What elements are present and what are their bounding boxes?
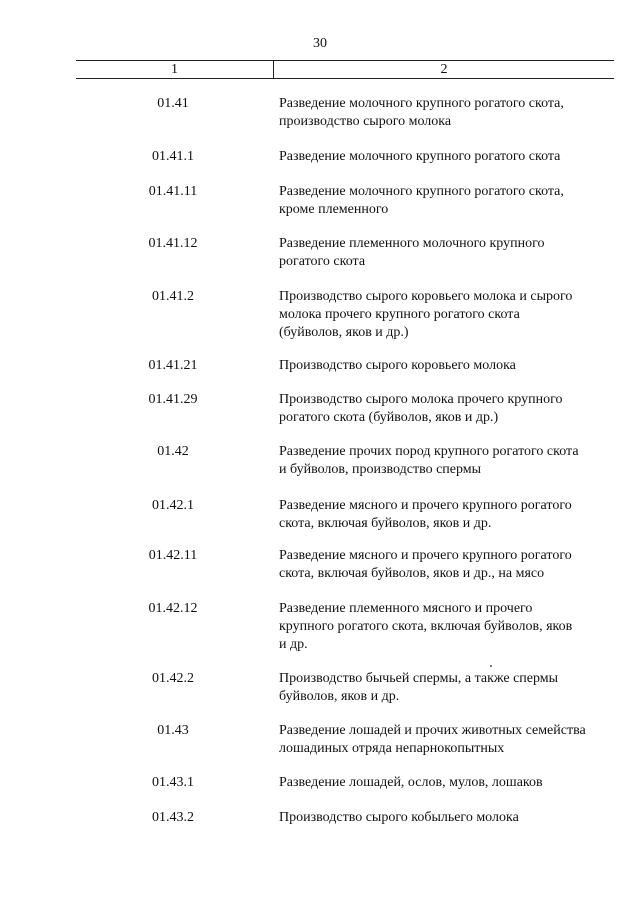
row-code: 01.41 (157, 96, 189, 111)
description-line: и буйволов, производство спермы (279, 462, 482, 477)
description-line: Разведение прочих пород крупного рогатого скота (279, 444, 579, 459)
column-header-2: 2 (440, 62, 448, 77)
row-description (279, 809, 619, 827)
row-code: 01.42.12 (148, 601, 198, 616)
column-header-1: 1 (76, 61, 274, 78)
description-line: молока прочего крупного рогатого скота (279, 307, 520, 322)
row-description (279, 235, 619, 271)
description-line: Разведение молочного крупного рогатого скота, (279, 184, 564, 199)
row-code: 01.42.11 (148, 548, 198, 563)
row-description (279, 722, 619, 758)
description-line: производство сырого молока (279, 114, 452, 129)
row-description (279, 183, 619, 219)
description-line: скота, включая буйволов, яков и др. (279, 516, 492, 531)
row-description (279, 497, 619, 533)
description-line: кроме племенного (279, 202, 389, 217)
row-description (279, 357, 619, 375)
row-description (279, 95, 619, 131)
row-code: 01.43 (157, 723, 189, 738)
row-description (279, 774, 619, 792)
description-line: Разведение племенного мясного и прочего (279, 601, 533, 616)
description-line: рогатого скота (279, 254, 366, 269)
description-line: Производство бычьей спермы, а также спермы (279, 671, 559, 686)
description-line: Разведение племенного молочного крупного (279, 236, 545, 251)
description-line: Производство сырого коровьего молока (279, 358, 516, 373)
description-line: рогатого скота (буйволов, яков и др.) (279, 410, 499, 425)
description-line: буйволов, яков и др. (279, 689, 400, 704)
row-code: 01.41.21 (148, 358, 198, 373)
row-description (279, 600, 619, 654)
row-description (279, 391, 619, 427)
description-line: лошадиных отряда непарнокопытных (279, 741, 505, 756)
description-line: Разведение лошадей и прочих животных семейства (279, 723, 586, 738)
row-description (279, 443, 619, 479)
row-description (279, 288, 619, 342)
row-code: 01.41.1 (152, 149, 194, 164)
description-line: Разведение молочного крупного рогатого скота, (279, 96, 564, 111)
row-code: 01.43.2 (152, 810, 194, 825)
scan-speck (490, 665, 492, 667)
row-description (279, 547, 619, 583)
row-code: 01.41.29 (148, 392, 198, 407)
description-line: и др. (279, 637, 308, 652)
description-line: Разведение молочного крупного рогатого скота (279, 149, 561, 164)
table-header (76, 60, 614, 79)
row-code: 01.41.12 (148, 236, 198, 251)
row-code: 01.41.2 (152, 289, 194, 304)
row-description (279, 670, 619, 706)
description-line: Производство сырого кобыльего молока (279, 810, 519, 825)
row-code: 01.42.2 (152, 671, 194, 686)
description-line: Производство сырого молока прочего крупного (279, 392, 563, 407)
row-code: 01.42 (157, 444, 189, 459)
page-number: 30 (313, 36, 327, 51)
description-line: Разведение мясного и прочего крупного рогатого (279, 498, 572, 513)
row-code: 01.43.1 (152, 775, 194, 790)
description-line: крупного рогатого скота, включая буйволов, яков (279, 619, 573, 634)
description-line: скота, включая буйволов, яков и др., на мясо (279, 566, 545, 581)
row-description (279, 148, 619, 166)
description-line: Разведение мясного и прочего крупного рогатого (279, 548, 572, 563)
description-line: Производство сырого коровьего молока и сырого (279, 289, 573, 304)
description-line: Разведение лошадей, ослов, мулов, лошаков (279, 775, 543, 790)
row-code: 01.42.1 (152, 498, 194, 513)
row-code: 01.41.11 (148, 184, 198, 199)
description-line: (буйволов, яков и др.) (279, 325, 409, 340)
